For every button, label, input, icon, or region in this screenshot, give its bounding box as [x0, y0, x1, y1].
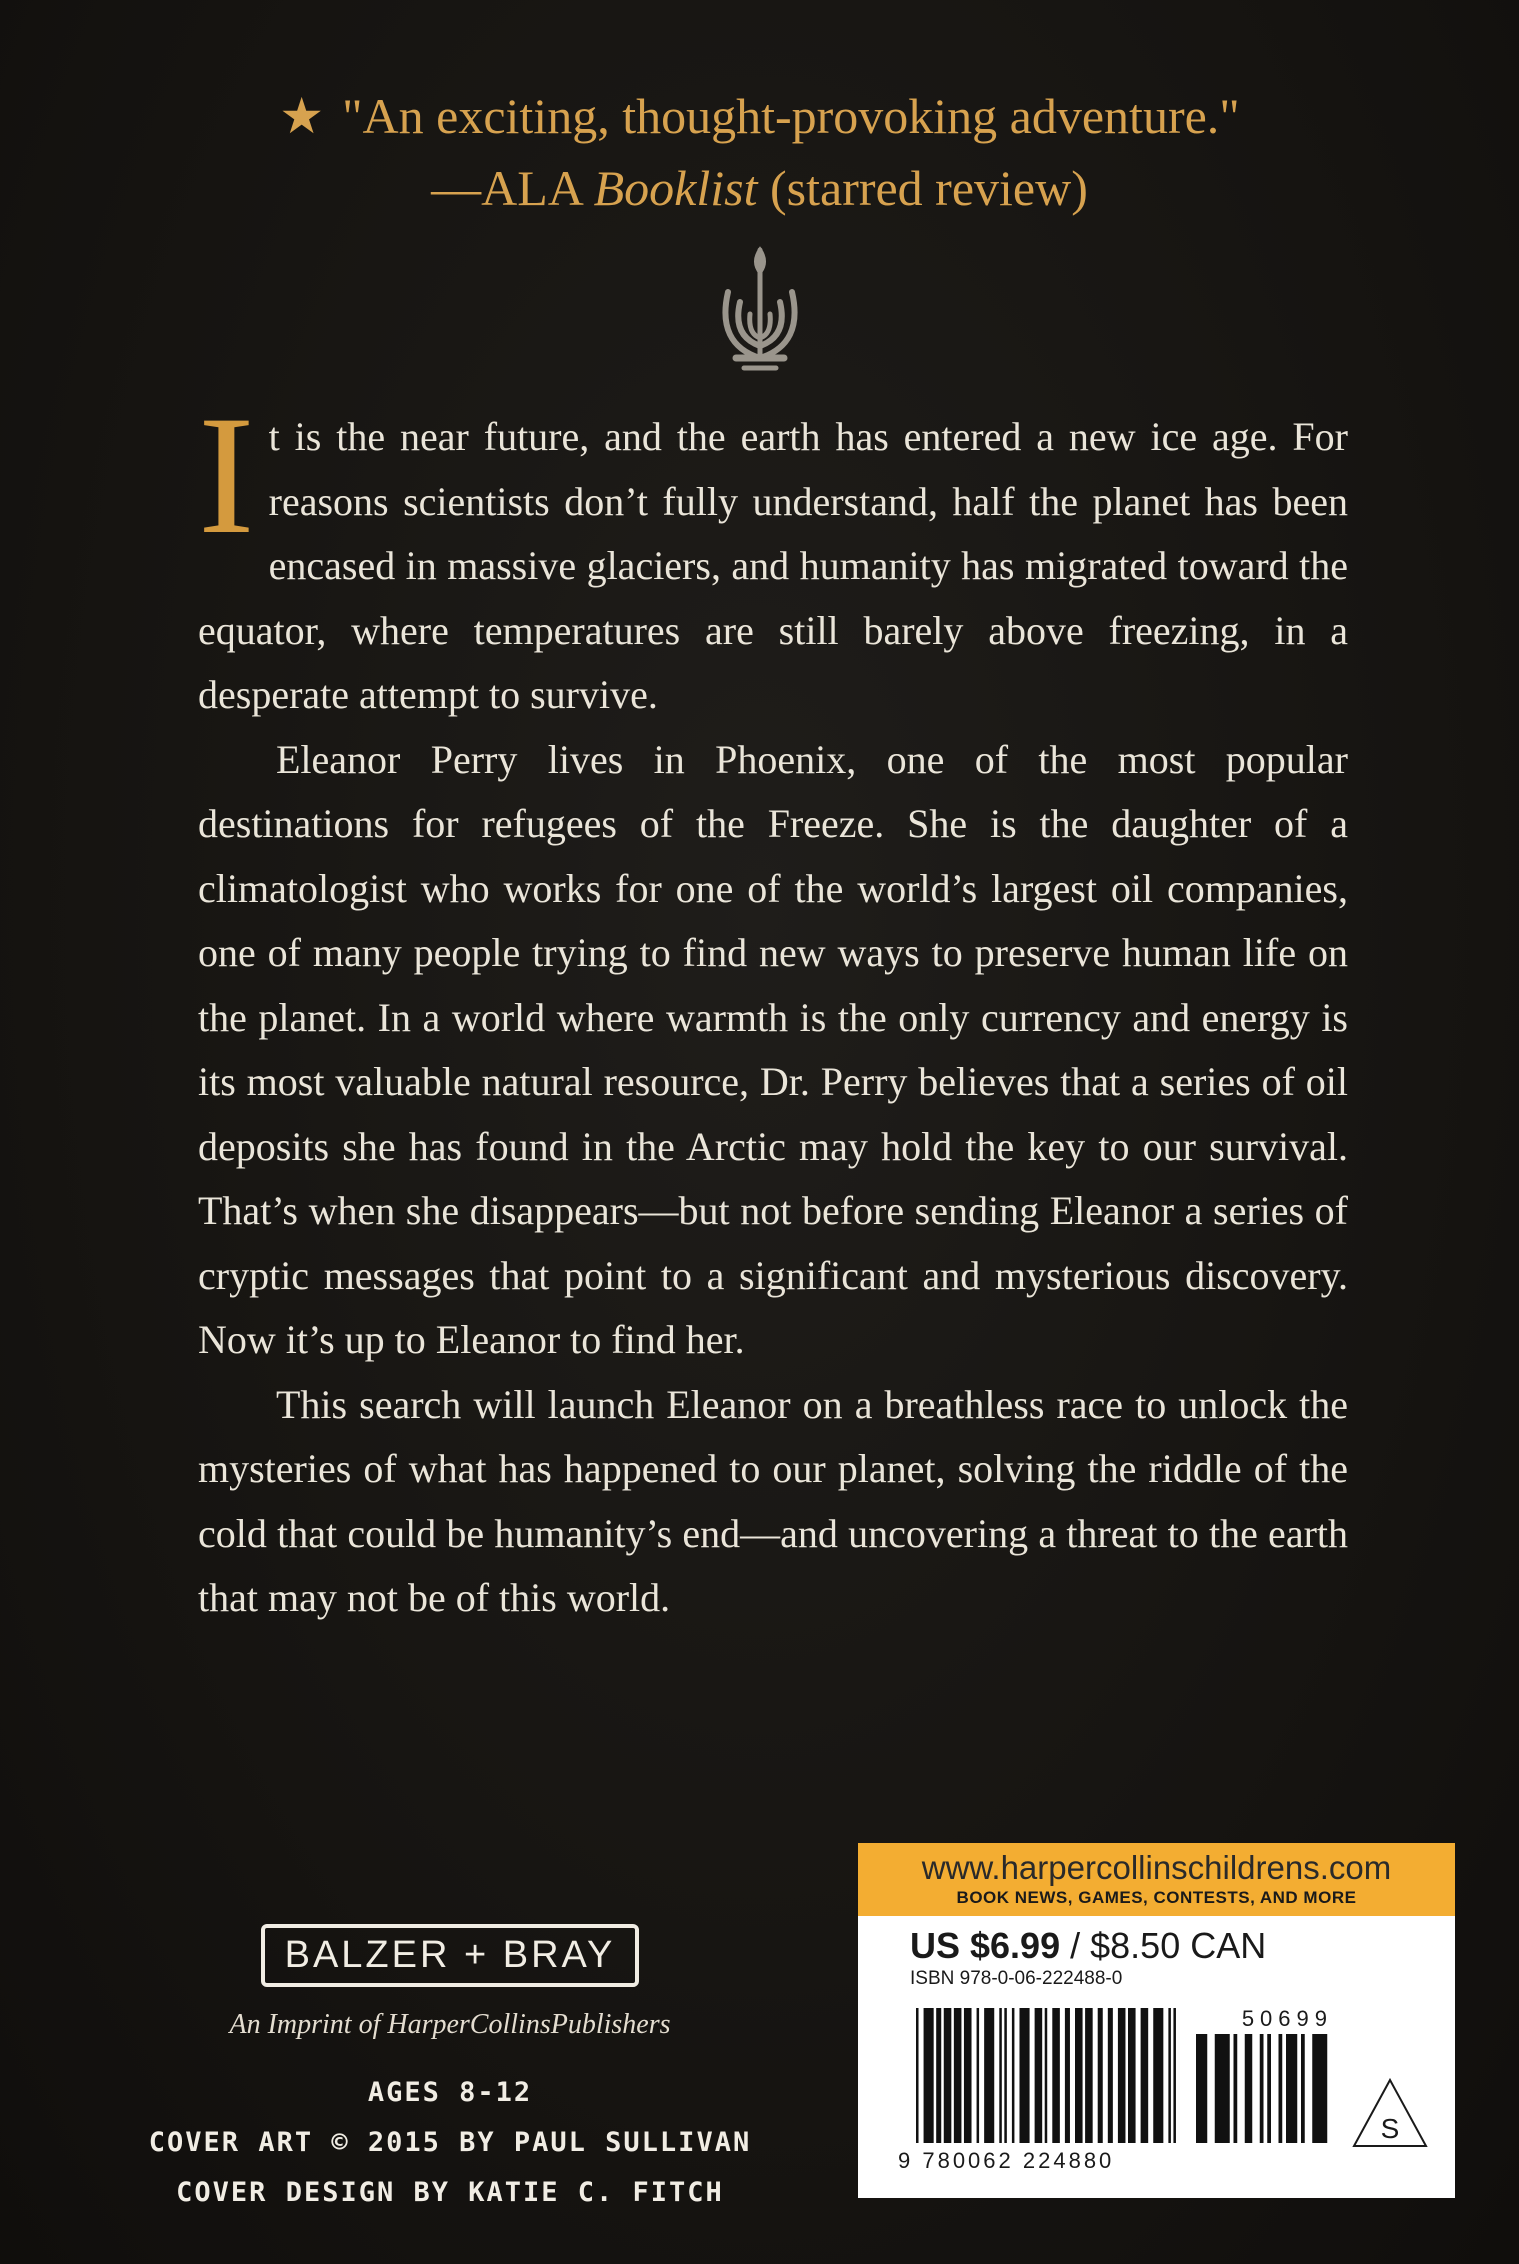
website-tagline: BOOK NEWS, GAMES, CONTESTS, AND MORE: [956, 1888, 1357, 1907]
barcode-bar: [999, 2008, 1002, 2143]
barcode-bar: [1075, 2008, 1083, 2143]
barcode-bar: [964, 2008, 972, 2143]
barcode-bar: [936, 2008, 941, 2143]
synopsis-paragraph-3: This search will launch Eleanor on a breathless race to unlock the mysteries of what has happened to our planet, solving the riddle of the cold that could be humanity’s end—and uncovering a threat to the earth that may not be of this world.: [198, 1381, 1348, 1620]
cover-art-credit: COVER ART © 2015 BY PAUL SULLIVAN: [148, 2127, 752, 2158]
publisher-block: [0, 1924, 900, 2041]
label-header: [858, 1843, 1455, 1916]
ornament-icon: [710, 240, 810, 390]
barcode-bar: [1108, 2008, 1113, 2143]
barcode-bar: [1141, 2008, 1149, 2143]
barcode-bar: [924, 2008, 934, 2143]
barcode-bar: [944, 2008, 952, 2143]
barcode-bar: [1012, 2008, 1015, 2143]
barcode-bar: [1019, 2008, 1029, 2143]
barcode-bar: [916, 2008, 919, 2143]
barcode-bar: [1196, 2034, 1207, 2143]
review-quote: [0, 80, 1519, 224]
barcode-bar: [1035, 2008, 1043, 2143]
barcode-bar: [1085, 2008, 1093, 2143]
synopsis-paragraph-2: Eleanor Perry lives in Phoenix, one of the most popular destinations for refugees of the Freeze. She is the daughter of a climatologist who works for one of the world’s largest oil companies, one of many people trying to find new ways to preserve human life on the planet. In a world where warmth is the only currency and energy is its most valuable natural resource, Dr. Perry believes that a series of oil deposits she has found in the Arctic may hold the key to our survival. That’s when she disappears—but not before sending Eleanor a series of cryptic messages that point to a significant and mysterious discovery. Now it’s up to Eleanor to find her.: [198, 736, 1348, 1362]
barcode-bar: [1279, 2034, 1283, 2143]
barcode-bar: [1301, 2034, 1305, 2143]
price-code: 50699: [1241, 2008, 1333, 2031]
review-text: "An exciting, thought-provoking adventure.": [342, 88, 1240, 144]
imprint-line: An Imprint of HarperCollinsPublishers: [229, 2009, 671, 2040]
barcode-digits: 9 780062 224880: [898, 2148, 1115, 2173]
synopsis-paragraph-1: [198, 381, 1348, 728]
barcode-addon-bars: [1196, 2034, 1327, 2143]
price-can: $8.50 CAN: [1090, 1925, 1267, 1966]
credits-block: [0, 2068, 900, 2218]
barcode-bar: [1098, 2008, 1103, 2143]
review-source: Booklist: [593, 160, 758, 216]
barcode-bar: [1245, 2034, 1253, 2143]
website-url: www.harpercollinschildrens.com: [921, 1849, 1392, 1886]
synopsis-paragraph-1-text: t is the near future, and the earth has entered a new ice age. For reasons scientists don’t fully understand, half the planet has been encased in massive glaciers, and humanity has migrated toward the equator, where temperatures are still barely above freezing, in a desperate attempt to survive.: [198, 414, 1348, 717]
price-sticker: [858, 1843, 1455, 2198]
barcode-bar: [1215, 2034, 1230, 2143]
barcode-bar: [1153, 2008, 1163, 2143]
price-line: [910, 1926, 1455, 1966]
barcode-bar: [1234, 2034, 1238, 2143]
triangle-icon: [1350, 2076, 1430, 2151]
barcode-bar: [1128, 2008, 1136, 2143]
star-icon: ★: [279, 88, 325, 144]
barcode-bar: [1260, 2034, 1264, 2143]
barcode-main-bars: [916, 2008, 1176, 2143]
barcode-bar: [1065, 2008, 1070, 2143]
barcode-bar: [1173, 2008, 1176, 2143]
barcode-bar: [984, 2008, 994, 2143]
review-note: (starred review): [757, 160, 1088, 216]
barcode-bar: [1286, 2034, 1297, 2143]
isbn-text: ISBN 978-0-06-222488-0: [910, 1968, 1123, 1989]
barcode-bar: [1267, 2034, 1271, 2143]
price-us: US $6.99: [910, 1925, 1061, 1966]
barcode-bar: [1045, 2008, 1048, 2143]
barcode-bar: [1004, 2008, 1007, 2143]
barcode-bar: [1168, 2008, 1171, 2143]
barcode-bar: [1052, 2008, 1060, 2143]
barcode-bar: [977, 2008, 980, 2143]
cover-design-credit: COVER DESIGN BY KATIE C. FITCH: [176, 2177, 724, 2208]
drop-cap: I: [198, 381, 255, 569]
publisher-logo: BALZER + BRAY: [261, 1924, 640, 1987]
price-separator: /: [1060, 1925, 1091, 1966]
category-triangle: [1350, 2076, 1430, 2151]
triangle-letter: S: [1380, 2113, 1400, 2144]
review-dash: —ALA: [431, 160, 594, 216]
age-range: AGES 8-12: [367, 2077, 533, 2108]
barcode: [898, 2008, 1368, 2173]
barcode-bar: [1118, 2008, 1126, 2143]
barcode-bar: [1312, 2034, 1327, 2143]
synopsis: [198, 381, 1348, 1631]
barcode-bar: [954, 2008, 962, 2143]
